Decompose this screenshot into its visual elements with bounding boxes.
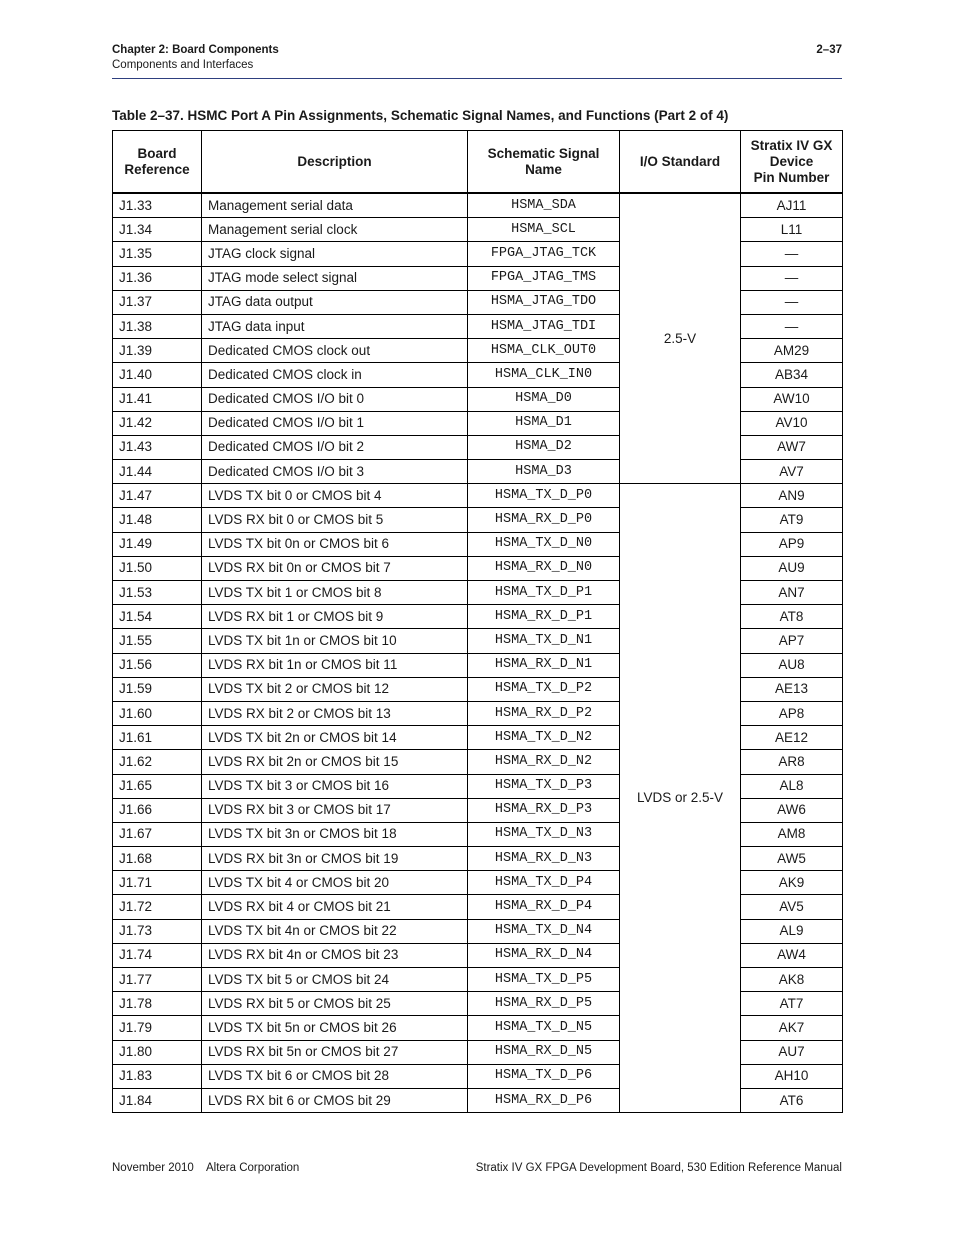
description-cell: LVDS TX bit 4n or CMOS bit 22 <box>202 919 468 943</box>
signal-name-cell: HSMA_JTAG_TDO <box>468 290 620 314</box>
description-cell: Dedicated CMOS clock in <box>202 363 468 387</box>
signal-name-cell: HSMA_D0 <box>468 387 620 411</box>
signal-name-cell: HSMA_TX_D_P4 <box>468 871 620 895</box>
pin-number-cell: AU8 <box>741 653 843 677</box>
signal-name-cell: HSMA_RX_D_P1 <box>468 605 620 629</box>
signal-name-cell: HSMA_D1 <box>468 411 620 435</box>
board-reference-cell: J1.60 <box>113 701 202 725</box>
board-reference-cell: J1.80 <box>113 1040 202 1064</box>
pin-number-cell: AN7 <box>741 581 843 605</box>
footer-date-company: November 2010 Altera Corporation <box>112 1162 300 1174</box>
board-reference-cell: J1.77 <box>113 968 202 992</box>
description-cell: LVDS TX bit 3 or CMOS bit 16 <box>202 774 468 798</box>
description-cell: LVDS TX bit 0n or CMOS bit 6 <box>202 532 468 556</box>
signal-name-cell: HSMA_RX_D_N2 <box>468 750 620 774</box>
description-cell: LVDS TX bit 1n or CMOS bit 10 <box>202 629 468 653</box>
pin-number-cell: AL9 <box>741 919 843 943</box>
signal-name-header-text: Schematic Signal Name <box>487 145 600 177</box>
board-reference-cell: J1.37 <box>113 290 202 314</box>
signal-name-cell: HSMA_D3 <box>468 460 620 484</box>
pin-number-cell: AE13 <box>741 677 843 701</box>
board-reference-cell: J1.67 <box>113 822 202 846</box>
pin-number-cell: AB34 <box>741 363 843 387</box>
board-reference-cell: J1.55 <box>113 629 202 653</box>
description-cell: LVDS TX bit 4 or CMOS bit 20 <box>202 871 468 895</box>
signal-name-cell: HSMA_RX_D_N3 <box>468 847 620 871</box>
signal-name-cell: HSMA_RX_D_N5 <box>468 1040 620 1064</box>
pin-number-cell: — <box>741 290 843 314</box>
board-reference-cell: J1.62 <box>113 750 202 774</box>
pin-number-cell: AW6 <box>741 798 843 822</box>
signal-name-cell: HSMA_CLK_OUT0 <box>468 339 620 363</box>
column-header-io-standard <box>620 131 741 194</box>
board-reference-cell: J1.72 <box>113 895 202 919</box>
description-cell: LVDS TX bit 5 or CMOS bit 24 <box>202 968 468 992</box>
board-reference-cell: J1.35 <box>113 242 202 266</box>
page-number: 2–37 <box>816 44 842 56</box>
signal-name-cell: HSMA_RX_D_P3 <box>468 798 620 822</box>
board-reference-cell: J1.34 <box>113 218 202 242</box>
pin-number-cell: AV7 <box>741 460 843 484</box>
pin-number-header-text: Stratix IV GX Device Pin Number <box>750 137 833 185</box>
board-reference-cell: J1.36 <box>113 266 202 290</box>
board-reference-cell: J1.48 <box>113 508 202 532</box>
description-cell: Dedicated CMOS clock out <box>202 339 468 363</box>
pin-number-cell: L11 <box>741 218 843 242</box>
board-reference-cell: J1.41 <box>113 387 202 411</box>
pin-number-cell: AH10 <box>741 1064 843 1088</box>
pin-number-cell: AT6 <box>741 1088 843 1112</box>
description-header-text: Description <box>297 153 372 169</box>
board-reference-cell: J1.39 <box>113 339 202 363</box>
board-reference-cell: J1.73 <box>113 919 202 943</box>
description-cell: JTAG data input <box>202 314 468 338</box>
pin-number-cell: AK9 <box>741 871 843 895</box>
column-header-board-reference <box>113 131 202 194</box>
pin-number-cell: AM29 <box>741 339 843 363</box>
board-reference-cell: J1.78 <box>113 992 202 1016</box>
description-cell: LVDS RX bit 3n or CMOS bit 19 <box>202 847 468 871</box>
board-reference-cell: J1.47 <box>113 484 202 508</box>
pin-number-cell: — <box>741 242 843 266</box>
pin-number-cell: AR8 <box>741 750 843 774</box>
signal-name-cell: HSMA_D2 <box>468 435 620 459</box>
description-cell: LVDS RX bit 1n or CMOS bit 11 <box>202 653 468 677</box>
board-reference-cell: J1.68 <box>113 847 202 871</box>
pin-number-cell: AE12 <box>741 726 843 750</box>
signal-name-cell: HSMA_CLK_IN0 <box>468 363 620 387</box>
pin-number-cell: AW10 <box>741 387 843 411</box>
signal-name-cell: HSMA_RX_D_P6 <box>468 1088 620 1112</box>
board-reference-cell: J1.56 <box>113 653 202 677</box>
board-reference-cell: J1.66 <box>113 798 202 822</box>
signal-name-cell: HSMA_RX_D_N0 <box>468 556 620 580</box>
page-header <box>112 42 842 79</box>
board-reference-cell: J1.84 <box>113 1088 202 1112</box>
description-cell: JTAG clock signal <box>202 242 468 266</box>
io-standard-cell: LVDS or 2.5-V <box>620 484 741 1113</box>
signal-name-cell: HSMA_TX_D_P2 <box>468 677 620 701</box>
column-header-pin-number <box>741 131 843 194</box>
signal-name-cell: HSMA_RX_D_P4 <box>468 895 620 919</box>
board-reference-cell: J1.65 <box>113 774 202 798</box>
board-reference-cell: J1.44 <box>113 460 202 484</box>
pin-number-cell: AN9 <box>741 484 843 508</box>
description-cell: LVDS RX bit 6 or CMOS bit 29 <box>202 1088 468 1112</box>
pin-number-cell: AW7 <box>741 435 843 459</box>
board-reference-cell: J1.59 <box>113 677 202 701</box>
pin-number-cell: — <box>741 266 843 290</box>
description-cell: LVDS RX bit 4 or CMOS bit 21 <box>202 895 468 919</box>
signal-name-cell: HSMA_TX_D_N1 <box>468 629 620 653</box>
pin-number-cell: AK7 <box>741 1016 843 1040</box>
description-cell: Dedicated CMOS I/O bit 1 <box>202 411 468 435</box>
board-reference-cell: J1.42 <box>113 411 202 435</box>
signal-name-cell: HSMA_TX_D_P1 <box>468 581 620 605</box>
signal-name-cell: HSMA_JTAG_TDI <box>468 314 620 338</box>
signal-name-cell: HSMA_RX_D_P5 <box>468 992 620 1016</box>
board-reference-header-text: Board Reference <box>124 145 190 177</box>
pin-number-cell: AV10 <box>741 411 843 435</box>
description-cell: Dedicated CMOS I/O bit 0 <box>202 387 468 411</box>
footer-manual-title: Stratix IV GX FPGA Development Board, 530 Edition Reference Manual <box>475 1162 842 1174</box>
signal-name-cell: HSMA_TX_D_N2 <box>468 726 620 750</box>
pin-number-cell: AP9 <box>741 532 843 556</box>
section-title: Components and Interfaces <box>112 59 254 71</box>
pin-number-cell: AV5 <box>741 895 843 919</box>
signal-name-cell: HSMA_RX_D_P0 <box>468 508 620 532</box>
board-reference-cell: J1.40 <box>113 363 202 387</box>
pin-number-cell: AK8 <box>741 968 843 992</box>
description-cell: LVDS RX bit 2n or CMOS bit 15 <box>202 750 468 774</box>
table-row <box>113 484 843 508</box>
description-cell: LVDS TX bit 2 or CMOS bit 12 <box>202 677 468 701</box>
description-cell: LVDS RX bit 3 or CMOS bit 17 <box>202 798 468 822</box>
description-cell: JTAG mode select signal <box>202 266 468 290</box>
pin-number-cell: AT7 <box>741 992 843 1016</box>
signal-name-cell: HSMA_TX_D_P6 <box>468 1064 620 1088</box>
board-reference-cell: J1.61 <box>113 726 202 750</box>
description-cell: LVDS TX bit 0 or CMOS bit 4 <box>202 484 468 508</box>
signal-name-cell: HSMA_RX_D_N1 <box>468 653 620 677</box>
column-header-description <box>202 131 468 194</box>
description-cell: LVDS RX bit 4n or CMOS bit 23 <box>202 943 468 967</box>
io-standard-cell: 2.5-V <box>620 193 741 484</box>
description-cell: JTAG data output <box>202 290 468 314</box>
table-body <box>113 193 843 1113</box>
pin-number-cell: AU7 <box>741 1040 843 1064</box>
signal-name-cell: HSMA_SDA <box>468 193 620 218</box>
table-caption: Table 2–37. HSMC Port A Pin Assignments, Schematic Signal Names, and Functions (Part 2 of 4) <box>112 108 729 123</box>
pin-number-cell: — <box>741 314 843 338</box>
pin-number-cell: AM8 <box>741 822 843 846</box>
signal-name-cell: HSMA_TX_D_P3 <box>468 774 620 798</box>
pin-number-cell: AP7 <box>741 629 843 653</box>
description-cell: LVDS TX bit 6 or CMOS bit 28 <box>202 1064 468 1088</box>
board-reference-cell: J1.74 <box>113 943 202 967</box>
description-cell: LVDS RX bit 5n or CMOS bit 27 <box>202 1040 468 1064</box>
description-cell: LVDS RX bit 5 or CMOS bit 25 <box>202 992 468 1016</box>
table-row <box>113 193 843 218</box>
board-reference-cell: J1.38 <box>113 314 202 338</box>
description-cell: Management serial clock <box>202 218 468 242</box>
description-cell: LVDS TX bit 1 or CMOS bit 8 <box>202 581 468 605</box>
signal-name-cell: FPGA_JTAG_TMS <box>468 266 620 290</box>
board-reference-cell: J1.54 <box>113 605 202 629</box>
description-cell: Management serial data <box>202 193 468 218</box>
pin-number-cell: AT9 <box>741 508 843 532</box>
board-reference-cell: J1.71 <box>113 871 202 895</box>
pin-number-cell: AL8 <box>741 774 843 798</box>
pin-number-cell: AW4 <box>741 943 843 967</box>
description-cell: LVDS TX bit 5n or CMOS bit 26 <box>202 1016 468 1040</box>
pin-number-cell: AT8 <box>741 605 843 629</box>
pin-number-cell: AU9 <box>741 556 843 580</box>
description-cell: LVDS RX bit 0n or CMOS bit 7 <box>202 556 468 580</box>
board-reference-cell: J1.79 <box>113 1016 202 1040</box>
board-reference-cell: J1.50 <box>113 556 202 580</box>
board-reference-cell: J1.83 <box>113 1064 202 1088</box>
board-reference-cell: J1.53 <box>113 581 202 605</box>
signal-name-cell: FPGA_JTAG_TCK <box>468 242 620 266</box>
signal-name-cell: HSMA_SCL <box>468 218 620 242</box>
pin-assignment-table <box>112 130 843 1113</box>
signal-name-cell: HSMA_TX_D_N5 <box>468 1016 620 1040</box>
pin-number-cell: AW5 <box>741 847 843 871</box>
chapter-title: Chapter 2: Board Components <box>112 44 279 56</box>
description-cell: Dedicated CMOS I/O bit 3 <box>202 460 468 484</box>
signal-name-cell: HSMA_RX_D_P2 <box>468 701 620 725</box>
board-reference-cell: J1.43 <box>113 435 202 459</box>
description-cell: LVDS RX bit 0 or CMOS bit 5 <box>202 508 468 532</box>
pin-number-cell: AJ11 <box>741 193 843 218</box>
board-reference-cell: J1.49 <box>113 532 202 556</box>
description-cell: LVDS TX bit 3n or CMOS bit 18 <box>202 822 468 846</box>
signal-name-cell: HSMA_TX_D_N0 <box>468 532 620 556</box>
description-cell: LVDS RX bit 2 or CMOS bit 13 <box>202 701 468 725</box>
signal-name-cell: HSMA_RX_D_N4 <box>468 943 620 967</box>
signal-name-cell: HSMA_TX_D_P5 <box>468 968 620 992</box>
signal-name-cell: HSMA_TX_D_P0 <box>468 484 620 508</box>
description-cell: LVDS TX bit 2n or CMOS bit 14 <box>202 726 468 750</box>
table-header-row <box>113 131 843 194</box>
description-cell: Dedicated CMOS I/O bit 2 <box>202 435 468 459</box>
io-standard-header-text: I/O Standard <box>639 153 721 169</box>
board-reference-cell: J1.33 <box>113 193 202 218</box>
signal-name-cell: HSMA_TX_D_N3 <box>468 822 620 846</box>
description-cell: LVDS RX bit 1 or CMOS bit 9 <box>202 605 468 629</box>
signal-name-cell: HSMA_TX_D_N4 <box>468 919 620 943</box>
pin-number-cell: AP8 <box>741 701 843 725</box>
column-header-signal-name <box>468 131 620 194</box>
